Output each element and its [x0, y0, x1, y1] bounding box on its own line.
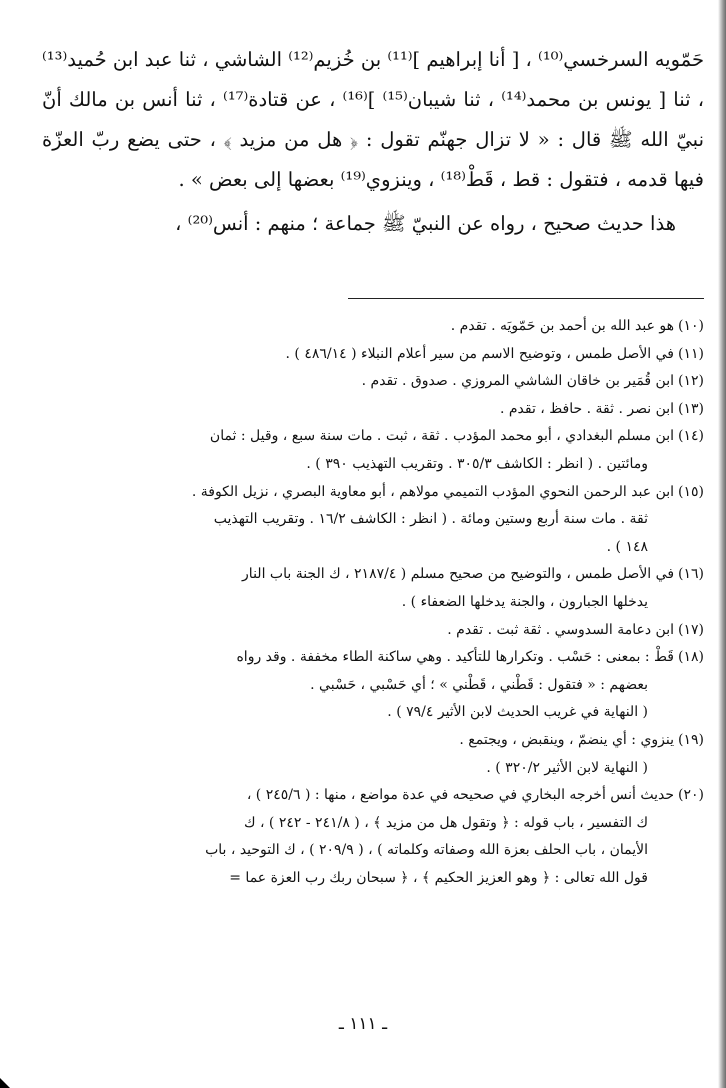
- footnote-number: (١١): [678, 345, 704, 362]
- footnote-line: [42, 313, 704, 341]
- footnote: [42, 313, 704, 341]
- page-number: ـ ١١١ ـ: [338, 1014, 388, 1034]
- footnote-line: ( النهاية في غريب الحديث لابن الأثير ٧٩/٤ ) .: [387, 704, 648, 721]
- footnote: [42, 368, 704, 396]
- footnote-line: يدخلها الجبارون ، والجنة يدخلها الضعفاء ) .: [401, 593, 648, 610]
- footnote-text: ابن قُمَير بن خاقان الشاشي المروزي . صدوق . تقدم .: [361, 373, 675, 390]
- footnote-number: (١٦): [678, 566, 704, 583]
- footnote-line: [42, 423, 704, 451]
- main-text: [42, 40, 704, 244]
- footnote-line: ك التفسير ، باب قوله : ﴿ وتقول هل من مزيد ﴾ ، ( ٢٤١/٨ - ٢٤٢ ) ، ك: [243, 814, 648, 831]
- footnote: [42, 396, 704, 424]
- footnote: [42, 727, 704, 782]
- footnote-line: [42, 644, 704, 672]
- footnote-text: ابن عبد الرحمن النحوي المؤدب التميمي مولاهم ، أبو معاوية البصري ، نزيل الكوفة .: [191, 483, 675, 500]
- footnote-text: ابن نصر . ثقة . حافظ ، تقدم .: [499, 400, 675, 417]
- footnote-line: ١٤٨ ) .: [606, 538, 648, 555]
- footnote-line: [42, 727, 704, 755]
- footnote-line: بعضهم : « فتقول : قَطْني ، قَطْني » ؛ أي حَسْبي ، حَسْبي .: [310, 676, 648, 693]
- footnote-line: ثقة . مات سنة أربع وستين ومائة . ( انظر : الكاشف ١٦/٢ . وتقريب التهذيب: [213, 511, 648, 528]
- footnote-line: [42, 368, 704, 396]
- footnote-text: ابن مسلم البغدادي ، أبو محمد المؤدب . ثقة ، ثبت . مات سنة سبع ، وقيل : ثمان: [209, 428, 675, 445]
- hadith-paragraph: حَمّويه السرخسي⁽¹⁰⁾ ، [ أنا إبراهيم ]⁽¹¹⁾ بن خُزيم⁽¹²⁾ الشاشي ، ثنا عبد ابن حُميد⁽¹³⁾ ، ثنا [ يونس بن محمد⁽¹⁴⁾ ، ثنا شيبان⁽¹⁵⁾ ]⁽¹⁶⁾ ، عن قتادة⁽¹⁷⁾ ، ثنا أنس بن مالك أنّ نبيّ الله ﷺ قال : « لا تزال جهنّم تقول : ﴿ هل من مزيد ﴾ ، حتى يضع ربّ العزّة فيها قدمه ، فتقول : قط ، قَطْ⁽¹⁸⁾ ، وينزوي⁽¹⁹⁾ بعضها إلى بعض » .: [42, 48, 705, 191]
- footnotes: [42, 313, 704, 892]
- footnote-number: (١٧): [678, 621, 704, 638]
- grading-paragraph: هذا حديث صحيح ، رواه عن النبيّ ﷺ جماعة ؛ منهم : أنس⁽²⁰⁾ ،: [175, 212, 676, 235]
- footnote-number: (١٤): [678, 428, 704, 445]
- footnote: [42, 644, 704, 727]
- footnote-line: [42, 782, 704, 810]
- footnote-line: [42, 479, 704, 507]
- footnote: [42, 341, 704, 369]
- footnote-number: (١٣): [678, 400, 704, 417]
- footnote-line: [42, 396, 704, 424]
- footnote-line: [42, 561, 704, 589]
- scan-corner-mark: [0, 1078, 10, 1088]
- footnote-line: [42, 341, 704, 369]
- footnote: [42, 782, 704, 892]
- footnote-number: (٢٠): [678, 787, 704, 804]
- footnote-text: قَطْ : بمعنى : حَسْب . وتكرارها للتأكيد . وهي ساكنة الطاء مخففة . وقد رواه: [236, 649, 675, 666]
- footnote-divider: [348, 298, 704, 299]
- footnote-text: هو عبد الله بن أحمد بن حَمّويَه . تقدم .: [450, 318, 675, 334]
- footnote-line: قول الله تعالى : ﴿ وهو العزيز الحكيم ﴾ ، ﴿ سبحان ربك رب العزة عما =: [229, 869, 648, 886]
- footnote-line: ( النهاية لابن الأثير ٣٢٠/٢ ) .: [486, 759, 648, 776]
- footnote: [42, 423, 704, 478]
- footnote: [42, 617, 704, 645]
- footnote-number: (١٥): [678, 483, 704, 500]
- footnote-text: حديث أنس أخرجه البخاري في صحيحه في عدة مواضع ، منها : ( ٢٤٥/٦ ) ،: [246, 787, 675, 804]
- footnote: [42, 479, 704, 562]
- footnote-number: (١٢): [678, 373, 704, 390]
- page-edge-shadow: [718, 0, 726, 1088]
- footnote-text: في الأصل طمس ، والتوضيح من صحيح مسلم ( ٢١٨٧/٤ ، ك الجنة باب النار: [242, 566, 675, 583]
- footnote-text: في الأصل طمس ، وتوضيح الاسم من سير أعلام النبلاء ( ٤٨٦/١٤ ) .: [285, 345, 675, 362]
- footnote-line: الأيمان ، باب الحلف بعزة الله وصفاته وكلماته ) ، ( ٢٠٩/٩ ) ، ك التوحيد ، باب: [205, 842, 648, 859]
- footnote-text: ينزوي : أي ينضمّ ، وينقبض ، ويجتمع .: [459, 731, 675, 748]
- footnote: [42, 561, 704, 616]
- footnote-text: ابن دعامة السدوسي . ثقة ثبت . تقدم .: [447, 621, 675, 638]
- footnote-number: (١٨): [678, 649, 704, 666]
- footnote-line: [42, 617, 704, 645]
- footnote-line: ومائتين . ( انظر : الكاشف ٣٠٥/٣ . وتقريب التهذيب ٣٩٠ ) .: [306, 455, 648, 472]
- footnote-number: (١٩): [678, 731, 704, 748]
- footnote-number: (١٠): [678, 318, 704, 334]
